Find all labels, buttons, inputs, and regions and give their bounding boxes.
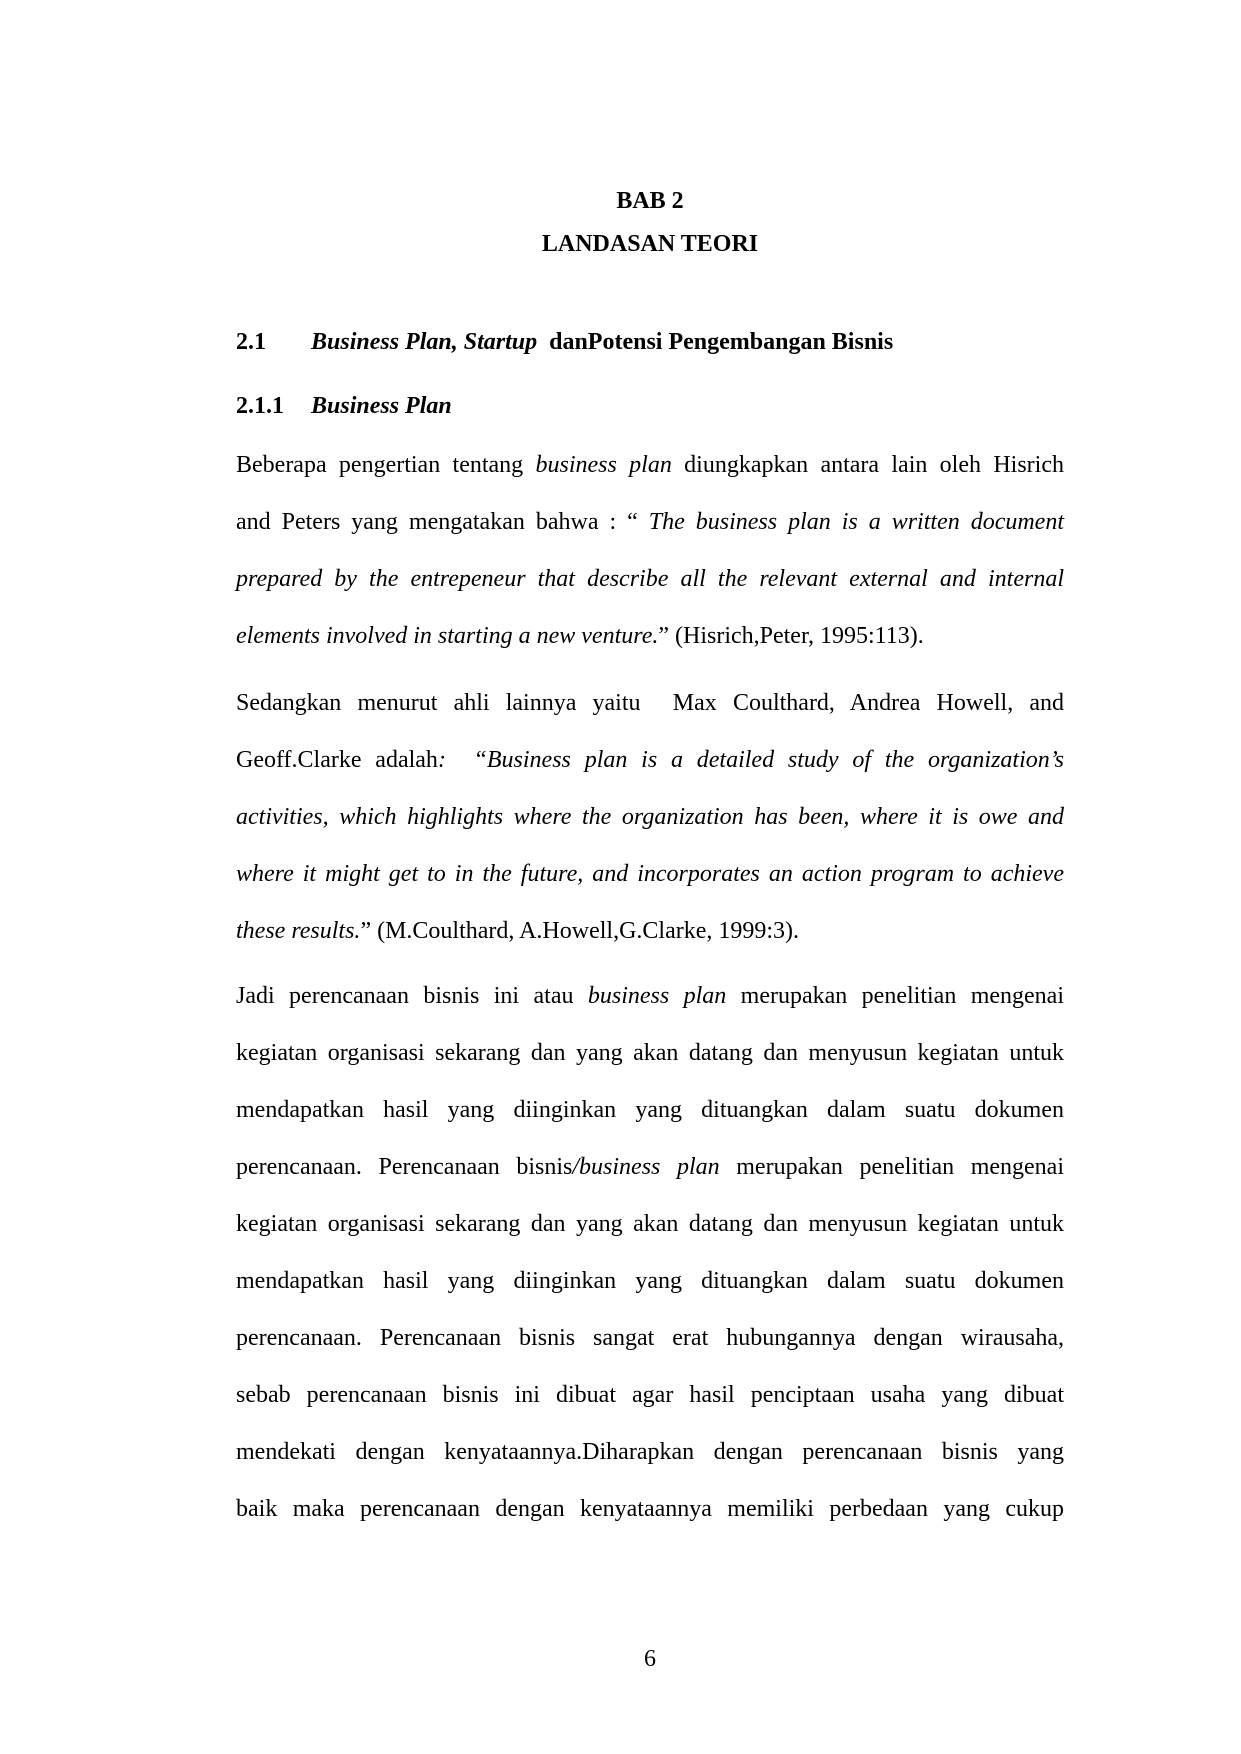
subsection-number: 2.1.1 [236, 393, 284, 419]
paragraph-line: baik maka perencanaan dengan kenyataannya memiliki perbedaan yang cukup [236, 1496, 1064, 1522]
text-run: Jadi perencanaan bisnis ini atau [236, 983, 588, 1009]
paragraph-line: prepared by the entrepeneur that describe all the relevant external and internal [236, 566, 1064, 592]
paragraph-line [236, 688, 1064, 718]
text-run: The business plan is a written document [648, 509, 1065, 535]
subsection-heading [236, 391, 1064, 421]
section-title [311, 327, 893, 357]
text-run: Sedangkan menurut ahli lainnya yaitu Max Coulthard, Andrea Howell, and [236, 690, 1064, 716]
section-title-italic: Business Plan, Startup [311, 329, 538, 355]
text-run: diungkapkan antara lain oleh Hisrich [671, 452, 1064, 478]
text-run: ” (Hisrich,Peter, 1995:113). [658, 623, 924, 649]
text-run: perencanaan. Perencanaan bisnis [236, 1154, 573, 1180]
text-run: elements involved in starting a new venture. [236, 623, 659, 649]
paragraph-line: kegiatan organisasi sekarang dan yang akan datang dan menyusun kegiatan untuk [236, 1040, 1064, 1066]
text-run: /business plan [572, 1154, 720, 1180]
paragraph-line: mendapatkan hasil yang diinginkan yang dituangkan dalam suatu dokumen [236, 1097, 1064, 1123]
paragraph-line [236, 981, 1064, 1011]
text-run: merupakan penelitian mengenai [719, 1154, 1064, 1180]
chapter-label: BAB 2 [616, 188, 684, 214]
paragraph-line [236, 507, 1064, 537]
text-run: business plan [587, 983, 727, 1009]
text-run: Geoff.Clarke adalah [236, 747, 438, 773]
paragraph-line: where it might get to in the future, and incorporates an action program to achieve [236, 861, 1064, 887]
chapter-title: LANDASAN TEORI [541, 231, 759, 257]
section-number: 2.1 [236, 329, 266, 355]
paragraph-line: mendekati dengan kenyataannya.Diharapkan dengan perencanaan bisnis yang [236, 1439, 1064, 1465]
paragraph-line [236, 450, 1064, 480]
section-heading [236, 327, 1064, 357]
paragraph-line [236, 916, 1064, 946]
paragraph-line: mendapatkan hasil yang diinginkan yang dituangkan dalam suatu dokumen [236, 1268, 1064, 1294]
paragraph-line: sebab perencanaan bisnis ini dibuat agar hasil penciptaan usaha yang dibuat [236, 1382, 1064, 1408]
text-run: : “Business plan is a detailed study of the organization’s [437, 747, 1064, 773]
text-run: Beberapa pengertian tentang [236, 452, 536, 478]
paragraph-line [236, 1152, 1064, 1182]
paragraph-line [236, 745, 1064, 775]
page-number: 6 [644, 1646, 656, 1672]
paragraph-line: perencanaan. Perencanaan bisnis sangat erat hubungannya dengan wirausaha, [236, 1325, 1064, 1351]
subsection-title: Business Plan [311, 393, 452, 419]
text-run: business plan [535, 452, 672, 478]
paragraph-line [236, 621, 1064, 651]
paragraph-line: activities, which highlights where the organization has been, where it is owe and [236, 804, 1064, 830]
text-run: these results. [236, 918, 361, 944]
text-run: and Peters yang mengatakan bahwa : “ [236, 509, 649, 535]
text-run: ” (M.Coulthard, A.Howell,G.Clarke, 1999:3). [360, 918, 800, 944]
section-title-rest: danPotensi Pengembangan Bisnis [537, 329, 894, 355]
paragraph-line: kegiatan organisasi sekarang dan yang akan datang dan menyusun kegiatan untuk [236, 1211, 1064, 1237]
text-run: merupakan penelitian mengenai [726, 983, 1065, 1009]
